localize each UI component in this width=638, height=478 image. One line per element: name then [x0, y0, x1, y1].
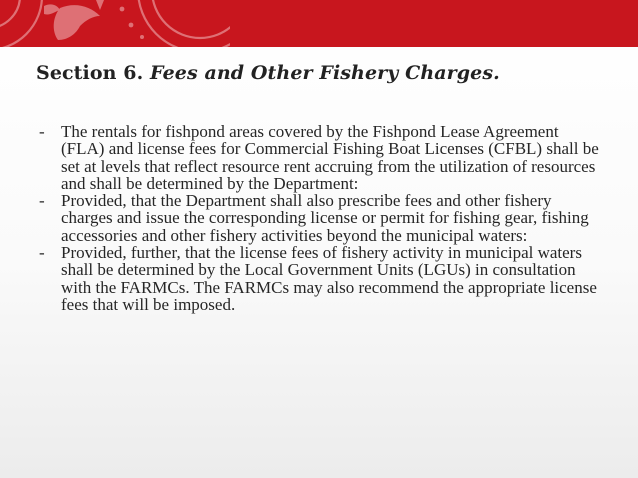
seal-logo — [0, 0, 230, 47]
bullet-text: Provided, that the Department shall also prescribe fees and other fishery charges and issue the corresponding license or permit for fishing gear, fishing accessories and other fishery activities beyond the municipal waters: — [61, 191, 589, 245]
bullet-list — [36, 123, 606, 313]
bullet-item — [36, 123, 606, 192]
bullet-item — [36, 244, 606, 313]
bullet-dash: - — [39, 122, 45, 141]
title-section-name: Fees and Other Fishery Charges. — [150, 62, 500, 84]
title-section-label: Section 6. — [36, 62, 151, 84]
slide-title — [36, 62, 500, 84]
bullet-text: The rentals for fishpond areas covered by the Fishpond Lease Agreement (FLA) and license fees for Commercial Fishing Boat Licenses (CFBL) shall be set at levels that reflect resource rent accruing from the utilization of resources and shall be determined by the Department: — [61, 122, 599, 193]
bullet-item — [36, 192, 606, 244]
bullet-dash: - — [39, 191, 45, 211]
bullet-text: Provided, further, that the license fees of fishery activity in municipal waters shall be determined by the Local Government Units (LGUs) in consultation with the FARMCs. The FARMCs may also recommend the appropriate license fees that will be imposed. — [61, 243, 597, 314]
bullet-dash: - — [39, 243, 45, 263]
header-band — [0, 0, 638, 47]
